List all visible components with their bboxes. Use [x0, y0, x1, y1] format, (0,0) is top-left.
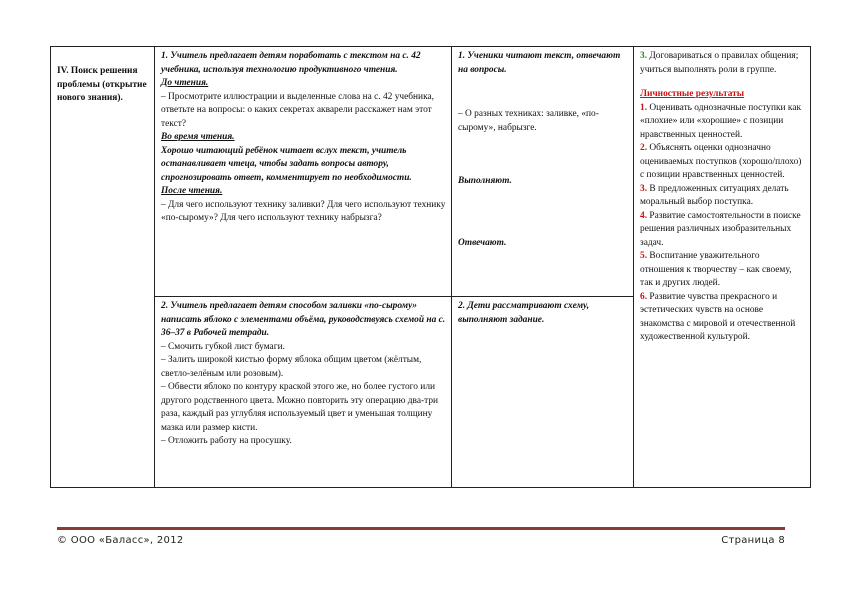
student-answer-perform: Выполняют. [458, 176, 512, 186]
task-steps: – Смочить губкой лист бумаги. – Залить широкой кистью форму яблока общим цветом (жёлтым, светло-зелёным или розовым). – Обвести яблоко по контуру краской этого же, но более густого или другого родственного цвета. Можно повторить эту операцию два-три раза, каждый раз углубляя используемый цвет и уменьшая толщину мазка или размер кисти. – Отложить работу на просушку. [161, 341, 439, 446]
personal-result-item: 2. Объяснять оценки однозначно оцениваемых поступков (хорошо/плохо) с позиции нравственных ценностей. [640, 143, 802, 180]
student-task-title: 1. Ученики читают текст, отвечают на вопросы. [458, 51, 621, 75]
after-reading-heading: После чтения. [161, 186, 223, 196]
teacher-activity-cell-2 [155, 297, 452, 488]
before-reading-text: – Просмотрите иллюстрации и выделенные слова на с. 42 учебника, ответьте на вопросы: о каких секретах акварели расскажет нам этот текст? [161, 91, 434, 129]
before-reading-heading: До чтения. [161, 78, 209, 88]
personal-result-item: 4. Развитие самостоятельности в поиске решения различных изобразительных задач. [640, 210, 801, 248]
student-answer-techniques: – О разных техниках: заливке, «по-сырому», набрызге. [458, 109, 599, 133]
teacher-task-title: 2. Учитель предлагает детям способом заливки «по-сырому» написать яблоко с элементами объёма, руководствуясь схемой на с. 36–37 в Рабочей тетради. [161, 301, 446, 338]
results-cell [634, 47, 811, 488]
result-item: 3. Договариваться о правилах общения; учиться выполнять роли в группе. [640, 51, 799, 75]
footer-copyright: © ООО «Баласс», 2012 [57, 535, 184, 546]
teacher-activity-cell-1 [155, 47, 452, 297]
teacher-task-title: 1. Учитель предлагает детям поработать с текстом на с. 42 учебника, используя технологию продуктивного чтения. [161, 51, 421, 75]
during-reading-text: Хорошо читающий ребёнок читает вслух текст, учитель останавливает чтеца, чтобы задать вопросы автору, спрогнозировать ответ, комментирует по необходимости. [161, 145, 412, 183]
lesson-table [50, 46, 811, 488]
after-reading-text: – Для чего используют технику заливки? Для чего используют технику «по-сырому»? Для чего используют технику набрызга? [161, 199, 446, 223]
during-reading-heading: Во время чтения. [161, 132, 235, 142]
footer-divider [57, 527, 785, 530]
personal-result-item: 3. В предложенных ситуациях делать моральный выбор поступка. [640, 183, 789, 207]
personal-results-heading: Личностные результаты [640, 89, 745, 99]
student-activity-cell-2 [452, 297, 634, 488]
student-answer-respond: Отвечают. [458, 237, 507, 248]
student-task-title: 2. Дети рассматривают схему, выполняют задание. [458, 301, 590, 325]
personal-result-item: 6. Развитие чувства прекрасного и эстетических чувств на основе знакомства с мировой и отечественной художественной культурой. [640, 291, 796, 342]
footer-page-number: Страница 8 [721, 535, 785, 546]
personal-result-item: 1. Оценивать однозначные поступки как «плохие» или «хорошие» с позиции нравственных ценностей. [640, 102, 802, 140]
stage-cell: IV. Поиск решения проблемы (открытие нового знания). [51, 47, 155, 488]
student-activity-cell-1 [452, 47, 634, 297]
table-row [51, 47, 811, 297]
personal-result-item: 5. Воспитание уважительного отношения к творчеству – как своему, так и других людей. [640, 251, 792, 288]
